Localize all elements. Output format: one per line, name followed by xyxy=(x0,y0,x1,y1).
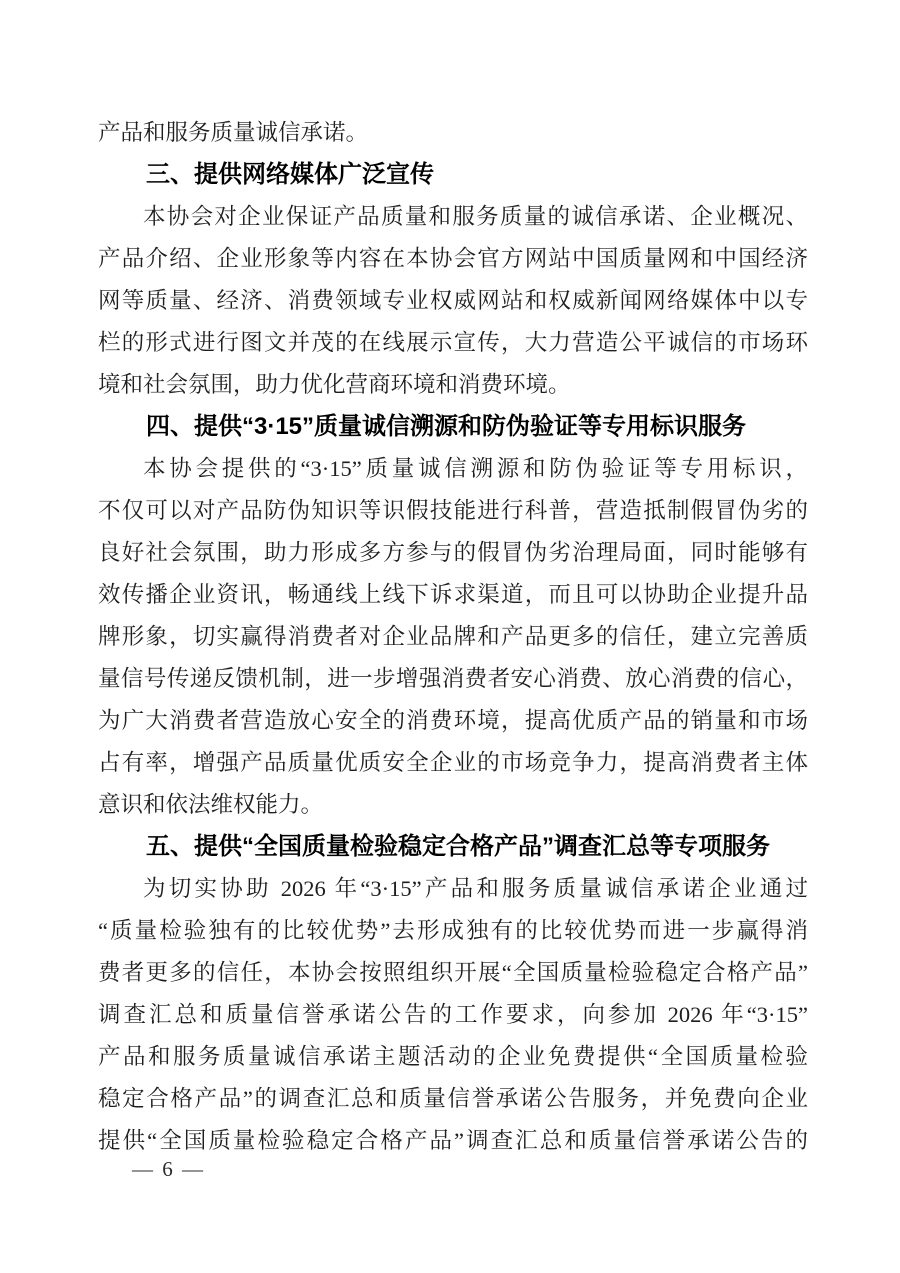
text-line: 占有率，增强产品质量优质安全企业的市场竞争力，提高消费者主体 xyxy=(98,750,808,775)
text-line: 提供“全国质量检验稳定合格产品”调查汇总和质量信誉承诺公告的 xyxy=(98,1128,808,1153)
text-line: 费者更多的信任，本协会按照组织开展“全国质量检验稳定合格产品” xyxy=(98,960,808,985)
text-line: 产品和服务质量诚信承诺主题活动的企业免费提供“全国质量检验 xyxy=(98,1044,808,1069)
text-line: 产品和服务质量诚信承诺。 xyxy=(98,120,369,145)
text-line: 不仅可以对产品防伪知识等识假技能进行科普，营造抵制假冒伪劣的 xyxy=(98,498,808,523)
text-line: 本协会提供的“3·15”质量诚信溯源和防伪验证等专用标识， xyxy=(143,456,808,481)
text-line: 为切实协助 2026 年“3·15”产品和服务质量诚信承诺企业通过 xyxy=(143,876,808,901)
text-line: 本协会对企业保证产品质量和服务质量的诚信承诺、企业概况、 xyxy=(143,204,808,229)
text-line: 牌形象，切实赢得消费者对企业品牌和产品更多的信任，建立完善质 xyxy=(98,624,808,649)
text-line: 栏的形式进行图文并茂的在线展示宣传，大力营造公平诚信的市场环 xyxy=(98,330,808,355)
text-line: 效传播企业资讯，畅通线上线下诉求渠道，而且可以协助企业提升品 xyxy=(98,582,808,607)
text-line: 境和社会氛围，助力优化营商环境和消费环境。 xyxy=(98,372,571,397)
text-line: 调查汇总和质量信誉承诺公告的工作要求，向参加 2026 年“3·15” xyxy=(98,1002,808,1027)
page-number: — 6 — xyxy=(132,1157,205,1181)
text-line: “质量检验独有的比较优势”去形成独有的比较优势而进一步赢得消 xyxy=(98,918,808,943)
section-heading: 三、提供网络媒体广泛宣传 xyxy=(146,161,434,188)
text-line: 意识和依法维权能力。 xyxy=(98,792,324,817)
document-body xyxy=(98,112,808,1162)
text-line: 为广大消费者营造放心安全的消费环境，提高优质产品的销量和市场 xyxy=(98,708,808,733)
text-line: 量信号传递反馈机制，进一步增强消费者安心消费、放心消费的信心， xyxy=(98,666,808,691)
text-line: 网等质量、经济、消费领域专业权威网站和权威新闻网络媒体中以专 xyxy=(98,288,808,313)
text-line: 产品介绍、企业形象等内容在本协会官方网站中国质量网和中国经济 xyxy=(98,246,808,271)
text-line: 良好社会氛围，助力形成多方参与的假冒伪劣治理局面，同时能够有 xyxy=(98,540,808,565)
text-line: 稳定合格产品”的调查汇总和质量信誉承诺公告服务，并免费向企业 xyxy=(98,1086,808,1111)
section-heading: 五、提供“全国质量检验稳定合格产品”调查汇总等专项服务 xyxy=(146,833,770,860)
section-heading: 四、提供“3·15”质量诚信溯源和防伪验证等专用标识服务 xyxy=(146,413,747,440)
